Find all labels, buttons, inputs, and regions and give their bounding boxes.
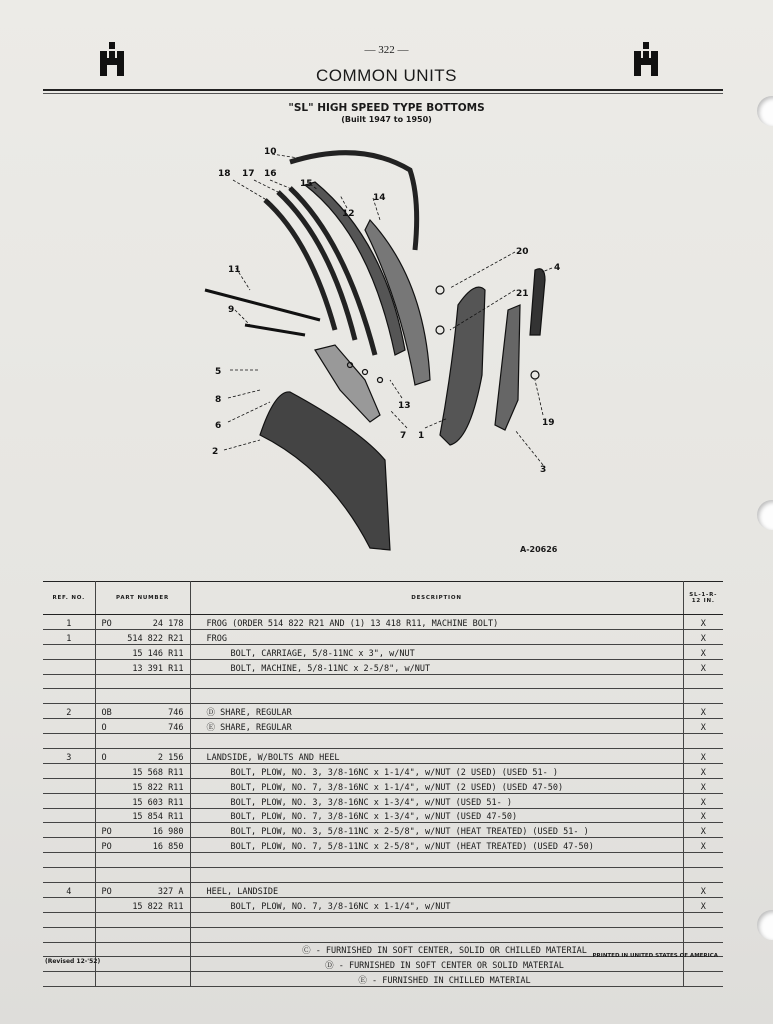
ref-no-cell: 4 (43, 883, 95, 898)
model-mark-cell (683, 957, 723, 972)
description-cell: BOLT, MACHINE, 5/8-11NC x 2-5/8", w/NUT (190, 659, 683, 674)
callout-label: 7 (400, 431, 407, 441)
part-number-cell (95, 793, 190, 808)
model-mark-cell: X (683, 808, 723, 823)
ref-no-cell: 1 (43, 629, 95, 644)
ref-no-cell (43, 927, 95, 942)
model-mark-cell (683, 972, 723, 987)
part-number: 15 822 R11 (132, 901, 184, 912)
callout-label: 6 (215, 421, 222, 431)
diagram-title: "SL" HIGH SPEED TYPE BOTTOMS (288, 102, 485, 114)
model-mark-cell: X (683, 659, 723, 674)
part-prefix: PO (101, 886, 112, 897)
part-number-cell (95, 719, 190, 734)
table-row (43, 883, 723, 898)
model-mark-cell (683, 689, 723, 704)
part-prefix: PO (101, 827, 112, 838)
ref-no-cell (43, 778, 95, 793)
ref-no-cell (43, 912, 95, 927)
header-description: DESCRIPTION (190, 582, 683, 615)
model-mark-cell: X (683, 763, 723, 778)
part-number: 13 391 R11 (132, 663, 184, 674)
callout-label: 17 (242, 169, 255, 179)
description-cell: BOLT, PLOW, NO. 7, 3/8-16NC x 1-3/4", w/NUT (USED 47-50) (190, 808, 683, 823)
description-cell (190, 689, 683, 704)
description-cell: Ⓓ SHARE, REGULAR (190, 704, 683, 719)
ref-no-cell (43, 868, 95, 883)
ref-no-cell (43, 897, 95, 912)
part-number: 514 822 R21 (127, 633, 184, 644)
model-mark-cell: X (683, 615, 723, 630)
binder-hole (757, 910, 773, 940)
section-title: COMMON UNITS (315, 66, 458, 85)
description-cell: BOLT, PLOW, NO. 7, 5/8-11NC x 2-5/8", w/NUT (HEAT TREATED) (USED 47-50) (190, 838, 683, 853)
part-number: 15 568 R11 (132, 767, 184, 778)
description-cell: Ⓔ SHARE, REGULAR (190, 719, 683, 734)
header-rule (43, 89, 723, 91)
callout-label: 4 (554, 263, 561, 273)
ref-no-cell (43, 763, 95, 778)
part-number: 16 980 (152, 827, 184, 838)
table-row (43, 868, 723, 883)
part-number-cell (95, 644, 190, 659)
part-number-cell (95, 734, 190, 749)
part-number-cell (95, 927, 190, 942)
model-mark-cell: X (683, 838, 723, 853)
note-row (43, 957, 723, 972)
part-number-cell (95, 778, 190, 793)
part-number: 15 146 R11 (132, 648, 184, 659)
ref-no-cell (43, 838, 95, 853)
ref-no-cell: 2 (43, 704, 95, 719)
ref-no-cell (43, 659, 95, 674)
table-row (43, 912, 723, 927)
ref-no-cell: 3 (43, 749, 95, 764)
callout-label: 10 (264, 147, 277, 157)
callout-label: 21 (516, 289, 529, 299)
part-number: 24 178 (152, 618, 184, 629)
part-number-cell (95, 912, 190, 927)
part-number-cell (95, 972, 190, 987)
callout-label: 1 (418, 431, 425, 441)
header-model-line1: SL-1-R- (689, 592, 718, 598)
header-ref-no: REF. NO. (43, 582, 95, 615)
callout-label: 2 (212, 447, 219, 457)
header-part-number: PART NUMBER (95, 582, 190, 615)
description-cell (190, 868, 683, 883)
table-row (43, 734, 723, 749)
exploded-parts-diagram (190, 140, 590, 570)
part-number: 16 850 (152, 842, 184, 853)
table-row (43, 644, 723, 659)
description-cell (190, 912, 683, 927)
part-number-cell (95, 749, 190, 764)
callout-label: 20 (516, 247, 529, 257)
model-mark-cell (683, 734, 723, 749)
part-number-cell (95, 704, 190, 719)
header-model-line2: 12 IN. (691, 598, 715, 604)
part-number-cell (95, 674, 190, 689)
table-row (43, 719, 723, 734)
description-cell: BOLT, PLOW, NO. 3, 3/8-16NC x 1-1/4", w/NUT (2 USED) (USED 51- ) (190, 763, 683, 778)
parts-table (43, 581, 723, 987)
material-note: Ⓒ - FURNISHED IN SOFT CENTER, SOLID OR CHILLED MATERIAL (190, 942, 683, 957)
revised-date: (Revised 12-'52) (45, 958, 101, 965)
callout-label: 5 (215, 367, 222, 377)
part-prefix: PO (101, 842, 112, 853)
material-note: Ⓓ - FURNISHED IN SOFT CENTER OR SOLID MATERIAL (190, 957, 683, 972)
material-note: Ⓔ - FURNISHED IN CHILLED MATERIAL (190, 972, 683, 987)
part-number: 15 854 R11 (132, 812, 184, 823)
description-cell: HEEL, LANDSIDE (190, 883, 683, 898)
ref-no-cell (43, 689, 95, 704)
model-mark-cell: X (683, 897, 723, 912)
model-mark-cell: X (683, 644, 723, 659)
page-number: — 322 — (364, 44, 409, 56)
part-number-cell (95, 808, 190, 823)
part-number: 15 822 R11 (132, 782, 184, 793)
printed-note: PRINTED IN UNITED STATES OF AMERICA (592, 953, 718, 959)
ref-no-cell (43, 793, 95, 808)
callout-label: 3 (540, 465, 547, 475)
ref-no-cell (43, 674, 95, 689)
part-number: 746 (168, 708, 184, 719)
part-number-cell (95, 897, 190, 912)
table-row (43, 615, 723, 630)
callout-label: 19 (542, 418, 555, 428)
ref-no-cell (43, 719, 95, 734)
description-cell: FROG (ORDER 514 822 R21 AND (1) 13 418 R11, MACHINE BOLT) (190, 615, 683, 630)
callout-label: 8 (215, 395, 222, 405)
model-mark-cell (683, 853, 723, 868)
model-mark-cell: X (683, 883, 723, 898)
part-prefix: O (101, 752, 107, 763)
model-mark-cell (683, 868, 723, 883)
table-row (43, 897, 723, 912)
model-mark-cell: X (683, 749, 723, 764)
ref-no-cell: 1 (43, 615, 95, 630)
ref-no-cell (43, 734, 95, 749)
model-mark-cell (683, 912, 723, 927)
table-row (43, 704, 723, 719)
ref-no-cell (43, 808, 95, 823)
model-mark-cell: X (683, 793, 723, 808)
description-cell (190, 853, 683, 868)
part-number: 746 (168, 723, 184, 734)
callout-label: 15 (300, 179, 313, 189)
part-number: 327 A (157, 886, 184, 897)
part-prefix: O (101, 723, 107, 734)
part-number-cell (95, 957, 190, 972)
description-cell: BOLT, PLOW, NO. 3, 5/8-11NC x 2-5/8", w/NUT (HEAT TREATED) (USED 51- ) (190, 823, 683, 838)
part-number-cell (95, 629, 190, 644)
ref-no-cell (43, 972, 95, 987)
callout-label: 14 (373, 193, 386, 203)
part-prefix: PO (101, 618, 112, 629)
part-number-cell (95, 838, 190, 853)
ref-no-cell (43, 823, 95, 838)
part-number-cell (95, 853, 190, 868)
description-cell: BOLT, PLOW, NO. 7, 3/8-16NC x 1-1/4", w/NUT (2 USED) (USED 47-50) (190, 778, 683, 793)
description-cell (190, 674, 683, 689)
part-number-cell (95, 689, 190, 704)
table-row (43, 659, 723, 674)
description-cell: FROG (190, 629, 683, 644)
header-model (683, 582, 723, 615)
ref-no-cell (43, 644, 95, 659)
figure-code: A-20626 (520, 545, 558, 554)
part-number-cell (95, 868, 190, 883)
ref-no-cell (43, 942, 95, 957)
part-number-cell (95, 883, 190, 898)
table-row (43, 629, 723, 644)
callout-label: 9 (228, 305, 235, 315)
table-row (43, 778, 723, 793)
table-header-row (43, 582, 723, 615)
table-row (43, 689, 723, 704)
ref-no-cell (43, 853, 95, 868)
table-row (43, 763, 723, 778)
model-mark-cell (683, 927, 723, 942)
description-cell (190, 927, 683, 942)
part-number-cell (95, 763, 190, 778)
table-row (43, 823, 723, 838)
callout-label: 16 (264, 169, 277, 179)
model-mark-cell (683, 674, 723, 689)
table-row (43, 793, 723, 808)
part-number-cell (95, 615, 190, 630)
model-mark-cell: X (683, 704, 723, 719)
part-number-cell (95, 659, 190, 674)
description-cell: BOLT, CARRIAGE, 5/8-11NC x 3", w/NUT (190, 644, 683, 659)
table-row (43, 838, 723, 853)
callout-label: 12 (342, 209, 355, 219)
part-number-cell (95, 942, 190, 957)
note-row (43, 972, 723, 987)
callout-label: 13 (398, 401, 411, 411)
table-row (43, 853, 723, 868)
description-cell: BOLT, PLOW, NO. 3, 3/8-16NC x 1-3/4", w/NUT (USED 51- ) (190, 793, 683, 808)
part-number: 2 156 (157, 752, 184, 763)
description-cell: LANDSIDE, W/BOLTS AND HEEL (190, 749, 683, 764)
binder-hole (757, 500, 773, 530)
table-row (43, 749, 723, 764)
model-mark-cell: X (683, 719, 723, 734)
part-number-cell (95, 823, 190, 838)
description-cell (190, 734, 683, 749)
header-rule-thin (43, 93, 723, 94)
table-row (43, 927, 723, 942)
part-prefix: OB (101, 708, 112, 719)
diagram-subtitle: (Built 1947 to 1950) (341, 115, 432, 124)
model-mark-cell: X (683, 778, 723, 793)
table-row (43, 674, 723, 689)
callout-label: 18 (218, 169, 231, 179)
model-mark-cell: X (683, 629, 723, 644)
table-row (43, 808, 723, 823)
part-number: 15 603 R11 (132, 797, 184, 808)
callout-label: 11 (228, 265, 241, 275)
description-cell: BOLT, PLOW, NO. 7, 3/8-16NC x 1-1/4", w/NUT (190, 897, 683, 912)
model-mark-cell: X (683, 823, 723, 838)
